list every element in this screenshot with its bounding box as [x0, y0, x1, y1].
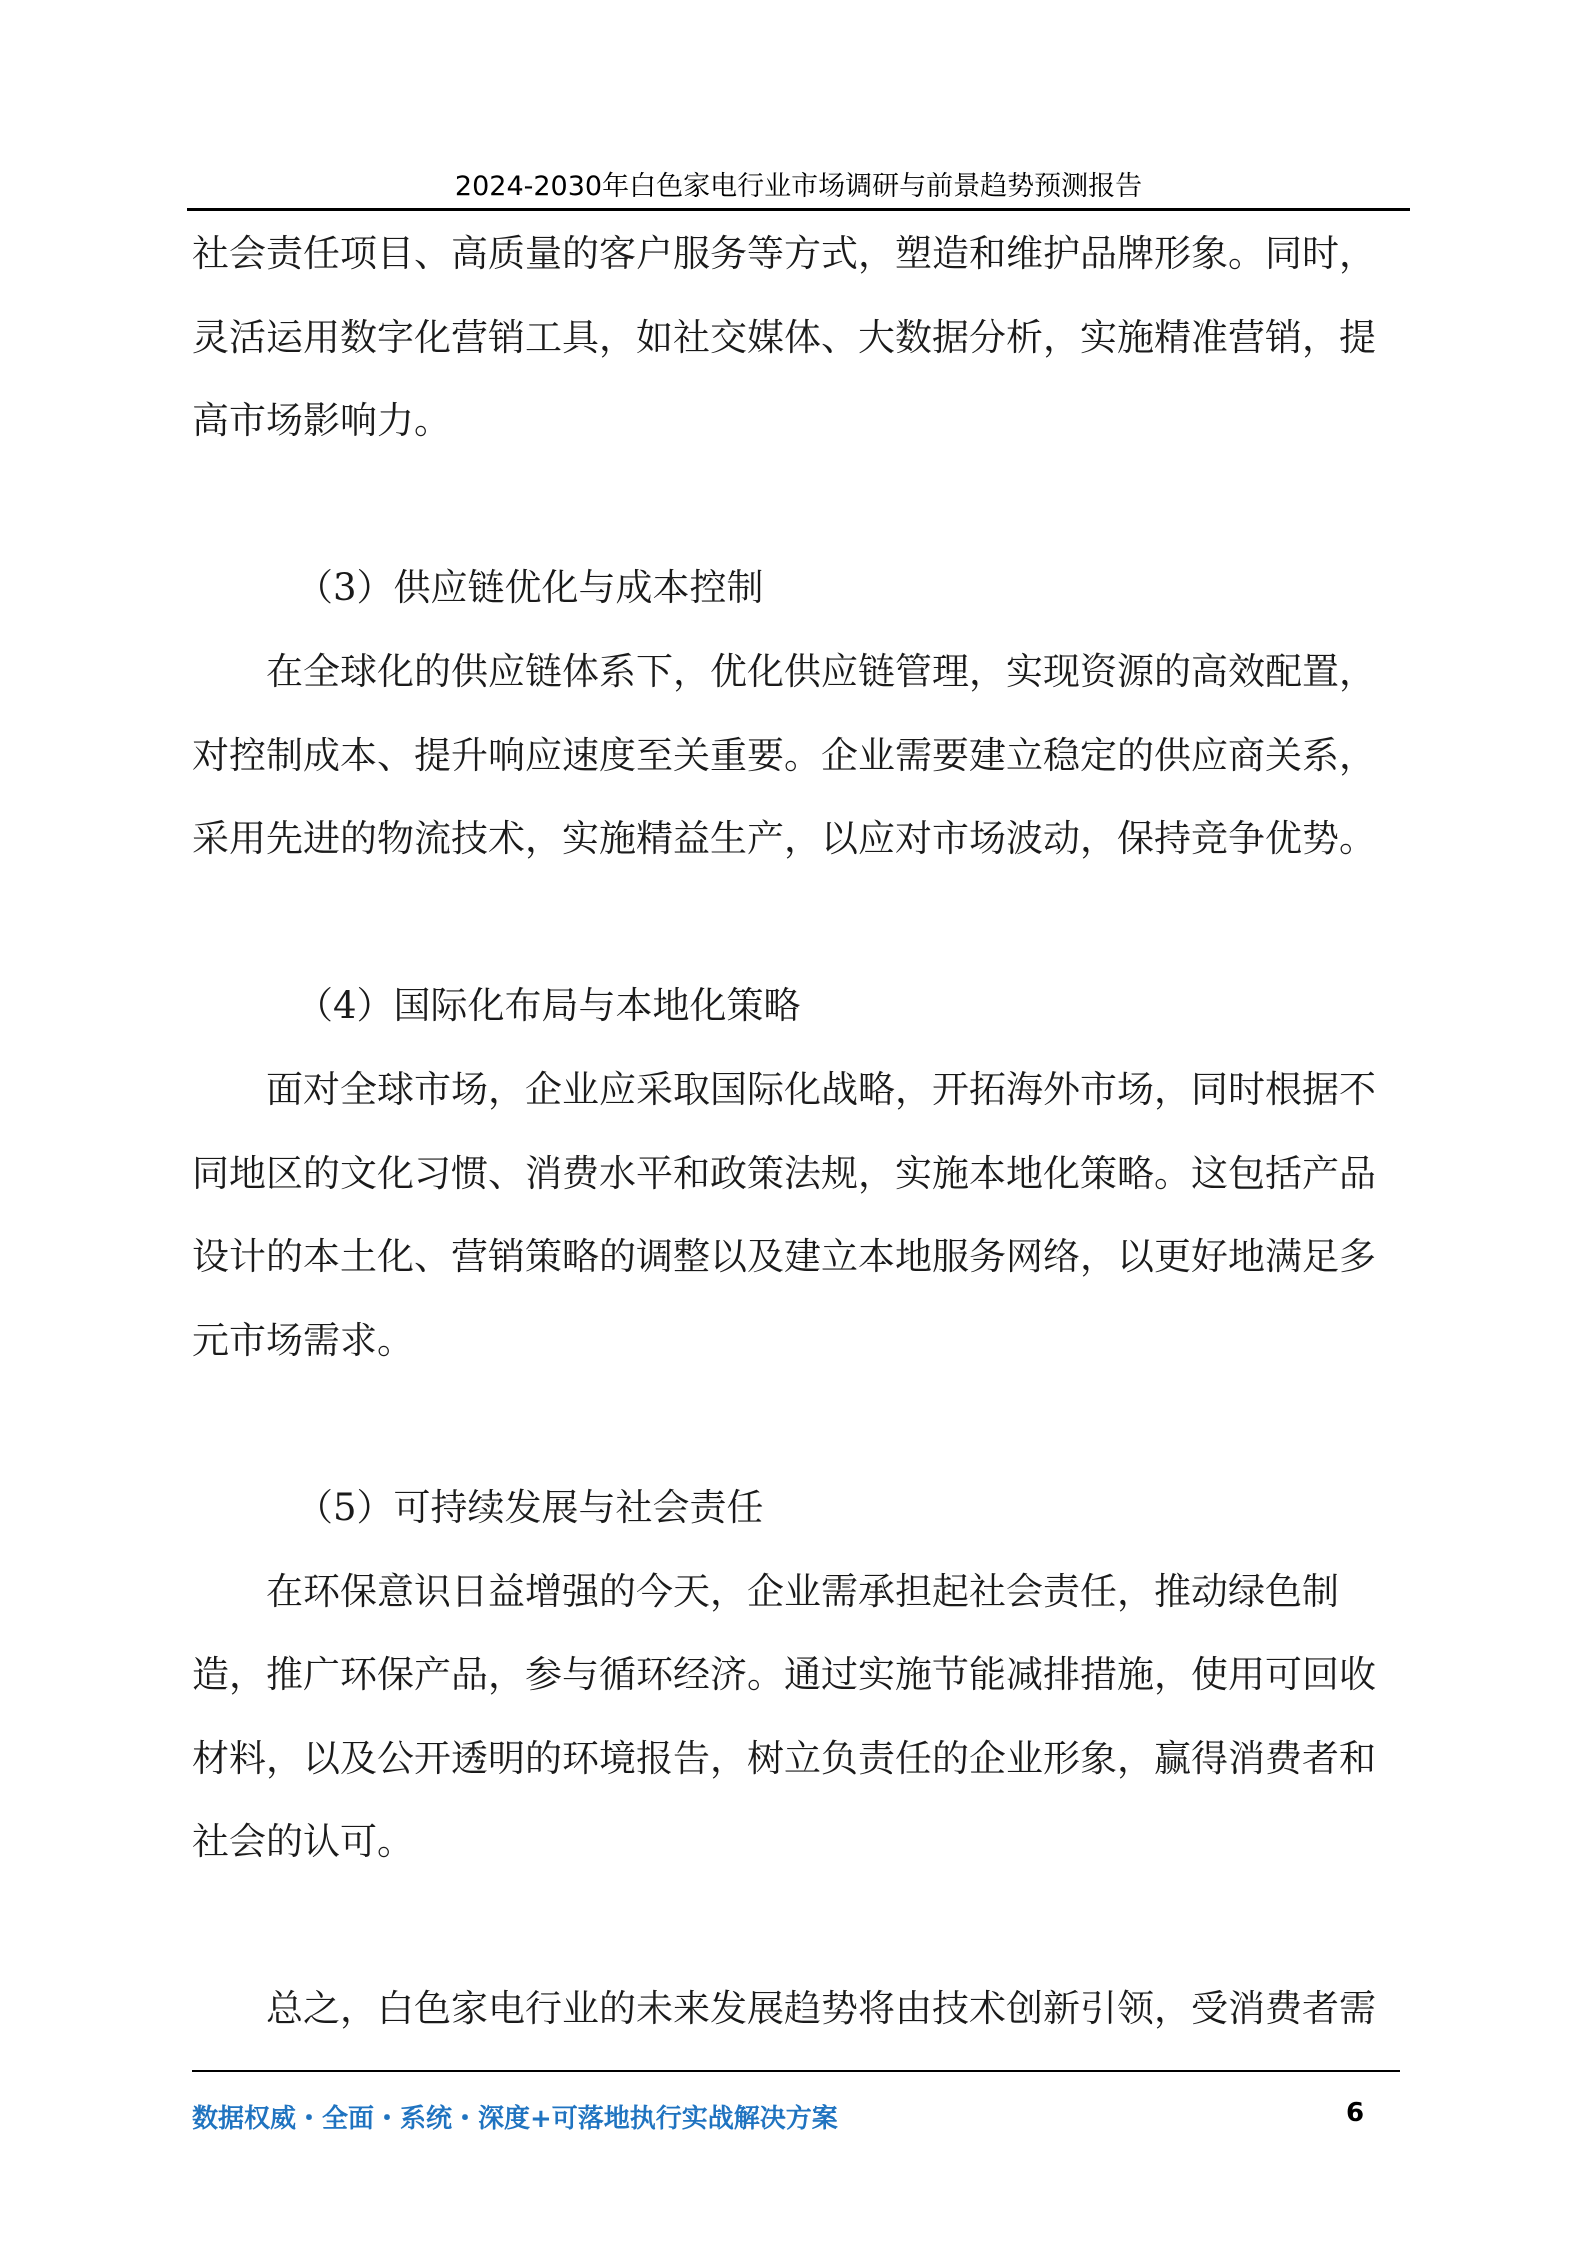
text-line: 对控制成本、提升响应速度至关重要。企业需要建立稳定的供应商关系，	[192, 733, 1376, 777]
footer-rule	[192, 2070, 1400, 2072]
blank-line	[192, 1382, 1422, 1466]
section-heading: （5）可持续发展与社会责任	[296, 1485, 764, 1529]
body-text	[192, 212, 1422, 2051]
text-line: 社会的认可。	[192, 1820, 414, 1864]
text-line: 高市场影响力。	[192, 399, 451, 443]
text-line: 社会责任项目、高质量的客户服务等方式，塑造和维护品牌形象。同时，	[192, 232, 1376, 275]
text-line: 总之，白色家电行业的未来发展趋势将由技术创新引领，受消费者需	[266, 1987, 1376, 2031]
blank-line	[192, 881, 1422, 965]
text-line: 采用先进的物流技术，实施精益生产，以应对市场波动，保持竞争优势。	[192, 817, 1376, 861]
running-header: 2024-2030年白色家电行业市场调研与前景趋势预测报告	[454, 171, 1143, 202]
text-line: 设计的本土化、营销策略的调整以及建立本地服务网络，以更好地满足多	[192, 1235, 1376, 1279]
footer-slogan: 数据权威・全面・系统・深度+可落地执行实战解决方案	[192, 2104, 838, 2134]
text-line: 元市场需求。	[192, 1318, 414, 1362]
text-line: 材料，以及公开透明的环境报告，树立负责任的企业形象，赢得消费者和	[192, 1736, 1376, 1780]
text-line: 灵活运用数字化营销工具，如社交媒体、大数据分析，实施精准营销，提	[192, 315, 1376, 359]
text-line: 在环保意识日益增强的今天，企业需承担起社会责任，推动绿色制	[266, 1569, 1339, 1613]
page-number: 6	[1346, 2098, 1365, 2128]
section-heading: （3）供应链优化与成本控制	[296, 566, 764, 610]
blank-line	[192, 1884, 1422, 1968]
text-line: 在全球化的供应链体系下，优化供应链管理，实现资源的高效配置，	[266, 649, 1376, 693]
text-line: 造，推广环保产品，参与循环经济。通过实施节能减排措施，使用可回收	[192, 1653, 1376, 1697]
header-rule	[187, 208, 1410, 211]
section-heading: （4）国际化布局与本地化策略	[296, 984, 801, 1028]
text-line: 同地区的文化习惯、消费水平和政策法规，实施本地化策略。这包括产品	[192, 1151, 1376, 1195]
text-line: 面对全球市场，企业应采取国际化战略，开拓海外市场，同时根据不	[266, 1067, 1376, 1111]
blank-line	[192, 463, 1422, 547]
